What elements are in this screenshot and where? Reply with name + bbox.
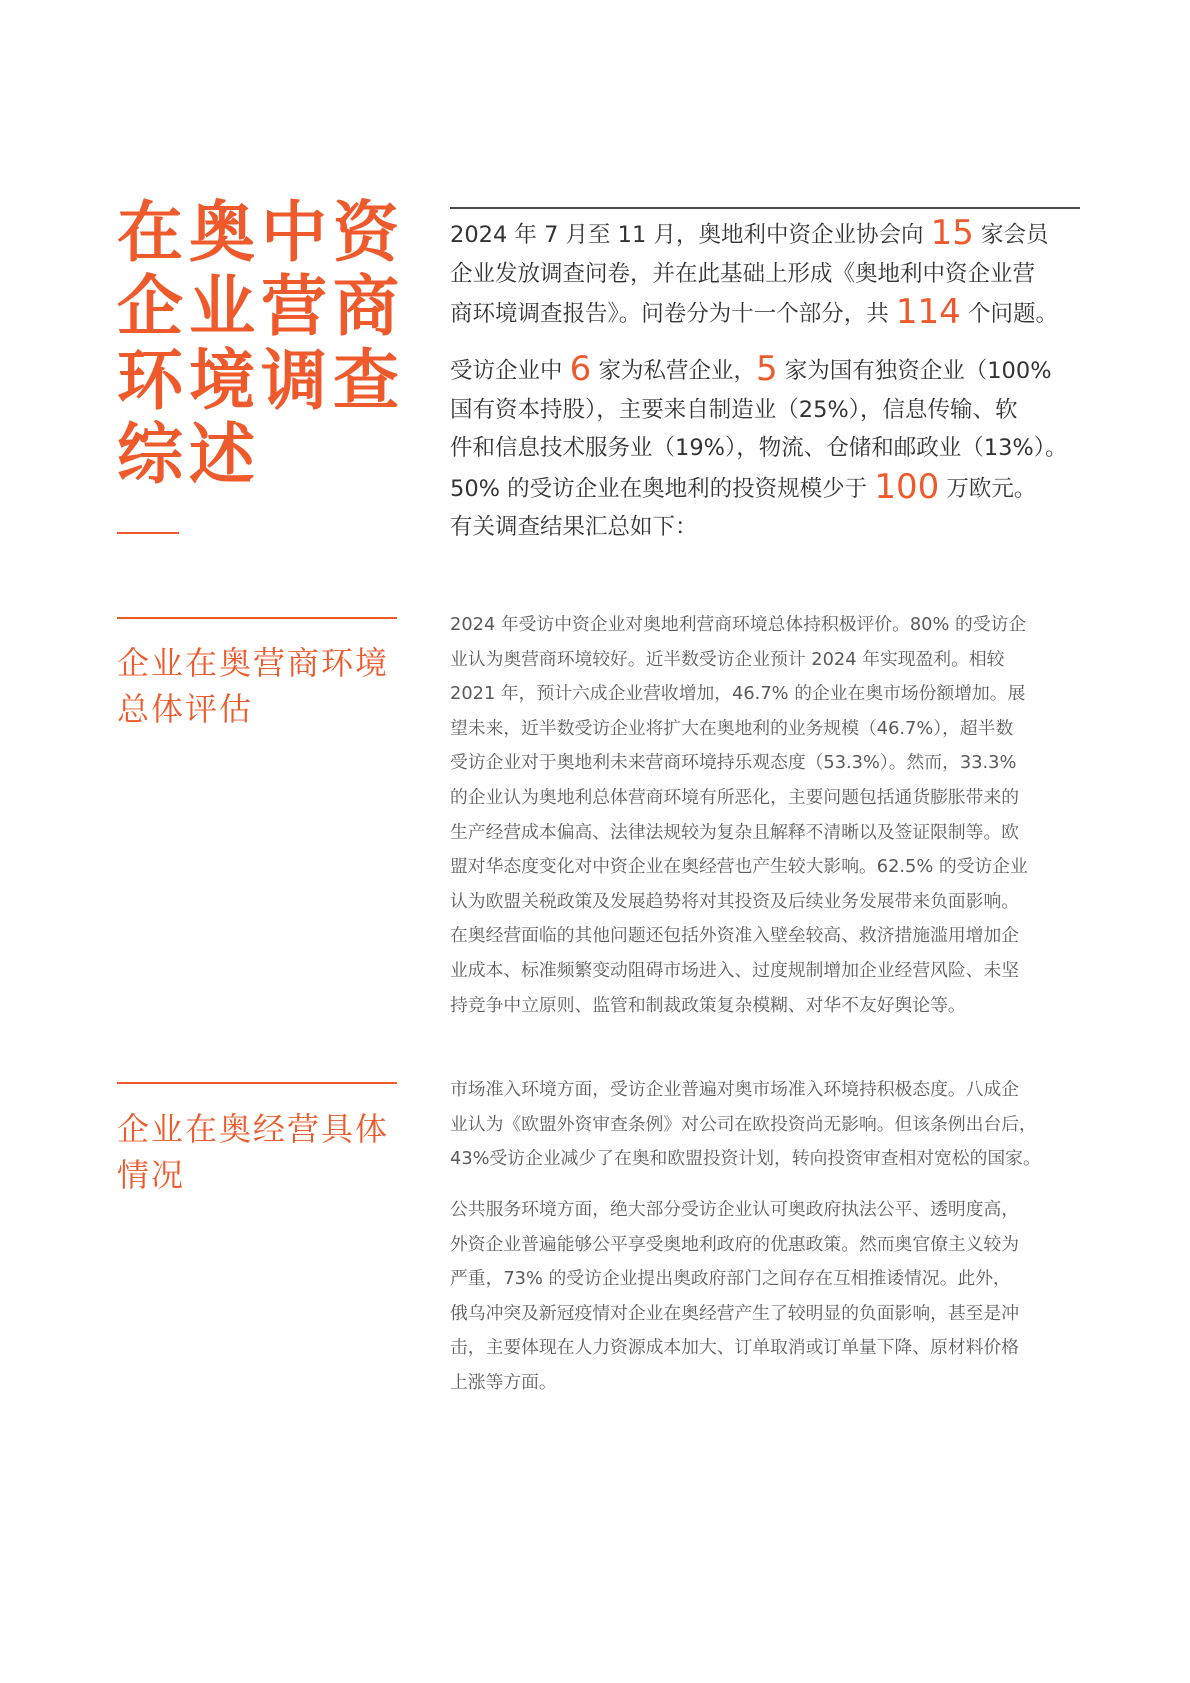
main-title	[117, 196, 407, 492]
body-line: 2024 年受访中资企业对奥地利营商环境总体持积极评价。80% 的受访企	[450, 614, 1027, 635]
section-2-paragraph-2	[450, 1193, 1090, 1401]
title-underline	[117, 532, 179, 534]
body-line: 俄乌冲突及新冠疫情对企业在奥经营产生了较明显的负面影响，甚至是冲	[450, 1302, 1020, 1324]
intro-text: 家为私营企业，	[591, 358, 756, 384]
section-2-rule	[117, 1082, 397, 1084]
intro-text: 受访企业中	[450, 358, 570, 384]
main-title-line: 环境调查	[117, 342, 405, 419]
highlight-number-private: 6	[569, 349, 592, 389]
intro-line	[450, 350, 1090, 391]
section-title-line: 总体评估	[117, 690, 254, 728]
intro-paragraph-1	[450, 214, 1090, 334]
intro-line: 件和信息技术服务业（19%），物流、仓储和邮政业（13%）。	[450, 435, 1068, 461]
intro-line	[450, 293, 1090, 334]
intro-text: 商环境调查报告》。问卷分为十一个部分，共	[450, 301, 896, 327]
body-line: 在奥经营面临的其他问题还包括外资准入壁垒较高、救济措施滥用增加企	[450, 925, 1020, 947]
main-title-line: 在奥中资	[117, 194, 405, 271]
main-title-line: 综述	[117, 416, 261, 493]
section-1-title	[117, 640, 417, 732]
intro-line: 企业发放调查问卷，并在此基础上形成《奥地利中资企业营	[450, 260, 1036, 287]
intro-paragraph-2	[450, 350, 1090, 547]
body-line: 生产经营成本偏高、法律法规较为复杂且解释不清晰以及签证限制等。欧	[450, 821, 1020, 843]
body-line: 公共服务环境方面，绝大部分受访企业认可奥政府执法公平、透明度高，	[450, 1199, 1020, 1220]
intro-text: 万欧元。	[939, 475, 1037, 502]
body-line: 击，主要体现在人力资源成本加大、订单取消或订单量下降、原材料价格	[450, 1337, 1020, 1359]
body-line: 上涨等方面。	[450, 1371, 557, 1393]
body-line: 认为欧盟关税政策及发展趋势将对其投资及后续业务发展带来负面影响。	[450, 890, 1020, 912]
section-1-body	[450, 608, 1090, 1023]
main-title-line: 企业营商	[117, 268, 405, 345]
section-title-line: 企业在奥经营具体	[117, 1110, 390, 1148]
body-line: 2021 年，预计六成企业营收增加，46.7% 的企业在奥市场份额增加。展	[450, 683, 1026, 705]
intro-line	[450, 468, 1090, 509]
intro-text: 2024 年 7 月至 11 月，奥地利中资企业协会向	[450, 222, 931, 248]
body-line: 的企业认为奥地利总体营商环境有所恶化，主要问题包括通货膨胀带来的	[450, 786, 1020, 808]
section-title-line: 情况	[117, 1156, 186, 1194]
section-2-paragraph-1	[450, 1073, 1090, 1177]
body-line: 业认为《欧盟外资审查条例》对公司在欧投资尚无影响。但该条例出台后，	[450, 1113, 1037, 1135]
intro-line	[450, 214, 1090, 255]
body-line: 业成本、标准频繁变动阻碍市场进入、过度规制增加企业经营风险、未坚	[450, 959, 1020, 981]
highlight-number-members: 15	[930, 213, 974, 253]
body-line: 望未来，近半数受访企业将扩大在奥地利的业务规模（46.7%），超半数	[450, 717, 1014, 739]
intro-text: 家为国有独资企业（100%	[777, 358, 1052, 384]
body-line: 严重，73% 的受访企业提出奥政府部门之间存在互相推诿情况。此外，	[450, 1268, 1011, 1290]
body-line: 外资企业普遍能够公平享受奥地利政府的优惠政策。然而奥官僚主义较为	[450, 1233, 1020, 1255]
section-title-line: 企业在奥营商环境	[117, 644, 390, 682]
intro-text: 50% 的受访企业在奥地利的投资规模少于	[450, 475, 875, 502]
body-line: 市场准入环境方面，受访企业普遍对奥市场准入环境持积极态度。八成企	[450, 1079, 1020, 1100]
body-line: 受访企业对于奥地利未来营商环境持乐观态度（53.3%）。然而，33.3%	[450, 752, 1017, 774]
body-line: 盟对华态度变化对中资企业在奥经营也产生较大影响。62.5% 的受访企业	[450, 856, 1028, 878]
intro-line: 有关调查结果汇总如下：	[450, 514, 698, 540]
body-line: 43%受访企业减少了在奥和欧盟投资计划，转向投资审查相对宽松的国家。	[450, 1148, 1041, 1170]
intro-text: 个问题。	[960, 301, 1058, 327]
highlight-number-questions: 114	[895, 292, 961, 332]
highlight-number-state-owned: 5	[755, 349, 778, 389]
intro-text: 家会员	[973, 222, 1049, 248]
body-line: 持竞争中立原则、监管和制裁政策复杂模糊、对华不友好舆论等。	[450, 994, 966, 1016]
intro-top-rule	[450, 207, 1080, 209]
body-line: 业认为奥营商环境较好。近半数受访企业预计 2024 年实现盈利。相较	[450, 648, 1005, 670]
section-1-rule	[117, 617, 397, 619]
highlight-number-investment: 100	[874, 466, 940, 507]
section-2-title	[117, 1106, 417, 1198]
intro-line: 国有资本持股），主要来自制造业（25%），信息传输、软	[450, 396, 1018, 423]
